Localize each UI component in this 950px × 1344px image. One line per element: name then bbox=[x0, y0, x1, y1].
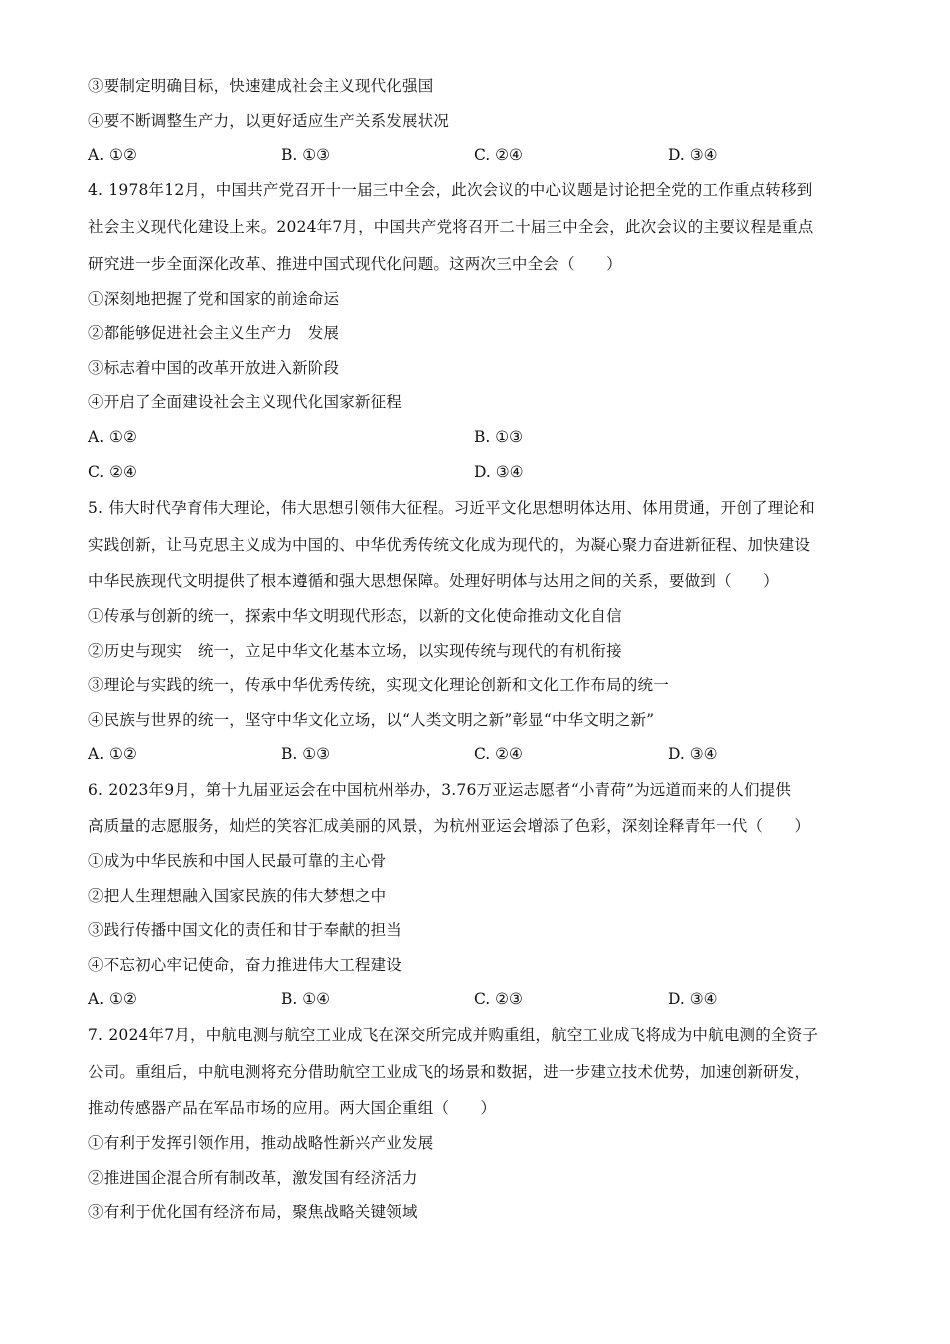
q5-statement-3: ③理论与实践的统一，传承中华优秀传统，实现文化理论创新和文化工作布局的统一 bbox=[88, 676, 669, 694]
q5-option-a: A. ①② bbox=[88, 745, 137, 763]
q4-stem-line-3: 研究进一步全面深化改革、推进中国式现代化问题。这两次三中全会（ ） bbox=[88, 255, 622, 273]
q5-stem-line-2: 实践创新，让马克思主义成为中国的、中华优秀传统文化成为现代的，为凝心聚力奋进新征程、加快建设 bbox=[88, 536, 811, 554]
q6-option-c: C. ②③ bbox=[474, 990, 523, 1008]
q6-option-d: D. ③④ bbox=[668, 990, 718, 1008]
q3-option-a: A. ①② bbox=[88, 146, 137, 164]
q7-stem-line-3: 推动传感器产品在军品市场的应用。两大国企重组（ ） bbox=[88, 1099, 497, 1117]
q5-option-c: C. ②④ bbox=[474, 745, 523, 763]
q5-option-b: B. ①③ bbox=[281, 745, 331, 763]
q3-option-b: B. ①③ bbox=[281, 146, 331, 164]
q3-statement-3: ③要制定明确目标，快速建成社会主义现代化强国 bbox=[88, 77, 434, 95]
q6-option-b: B. ①④ bbox=[281, 990, 331, 1008]
q6-statement-4: ④不忘初心牢记使命，奋力推进伟大工程建设 bbox=[88, 956, 403, 974]
q4-option-a: A. ①② bbox=[88, 428, 137, 446]
q5-statement-1: ①传承与创新的统一，探索中华文明现代形态，以新的文化使命推动文化自信 bbox=[88, 607, 622, 625]
q4-statement-2: ②都能够促进社会主义生产力 发展 bbox=[88, 324, 340, 342]
q6-option-a: A. ①② bbox=[88, 990, 137, 1008]
q3-statement-4: ④要不断调整生产力，以更好适应生产关系发展状况 bbox=[88, 112, 450, 130]
q7-stem-line-2: 公司。重组后，中航电测将充分借助航空工业成飞的场景和数据，进一步建立技术优势，加速创新研发， bbox=[88, 1063, 811, 1081]
q4-stem-line-2: 社会主义现代化建设上来。2024年7月，中国共产党将召开二十届三中全会，此次会议的主要议程是重点 bbox=[88, 218, 814, 236]
q3-option-c: C. ②④ bbox=[474, 146, 523, 164]
q5-stem-line-3: 中华民族现代文明提供了根本遵循和强大思想保障。处理好明体与达用之间的关系，要做到（ ） bbox=[88, 572, 779, 590]
q4-option-d: D. ③④ bbox=[474, 463, 524, 481]
q6-stem-line-1: 6. 2023年9月，第十九届亚运会在中国杭州举办，3.76万亚运志愿者“小青荷”为远道而来的人们提供 bbox=[88, 781, 792, 799]
q4-statement-3: ③标志着中国的改革开放进入新阶段 bbox=[88, 359, 340, 377]
q5-statement-2: ②历史与现实 统一，立足中华文化基本立场，以实现传统与现代的有机衔接 bbox=[88, 642, 622, 660]
q4-stem-line-1: 4. 1978年12月，中国共产党召开十一届三中全会，此次会议的中心议题是讨论把全党的工作重点转移到 bbox=[88, 181, 813, 199]
q6-stem-line-2: 高质量的志愿服务，灿烂的笑容汇成美丽的风景，为杭州亚运会增添了色彩，深刻诠释青年一代（ ） bbox=[88, 817, 811, 835]
q6-statement-1: ①成为中华民族和中国人民最可靠的主心骨 bbox=[88, 852, 387, 870]
q3-option-d: D. ③④ bbox=[668, 146, 718, 164]
q7-stem-line-1: 7. 2024年7月，中航电测与航空工业成飞在深交所完成并购重组，航空工业成飞将成为中航电测的全资子 bbox=[88, 1026, 819, 1044]
q4-option-b: B. ①③ bbox=[474, 428, 524, 446]
q7-statement-1: ①有利于发挥引领作用，推动战略性新兴产业发展 bbox=[88, 1134, 434, 1152]
q5-stem-line-1: 5. 伟大时代孕育伟大理论，伟大思想引领伟大征程。习近平文化思想明体达用、体用贯通，开创了理论和 bbox=[88, 499, 815, 517]
q4-statement-1: ①深刻地把握了党和国家的前途命运 bbox=[88, 290, 340, 308]
q6-statement-2: ②把人生理想融入国家民族的伟大梦想之中 bbox=[88, 887, 387, 905]
q6-statement-3: ③践行传播中国文化的责任和甘于奉献的担当 bbox=[88, 921, 403, 939]
q7-statement-3: ③有利于优化国有经济布局，聚焦战略关键领域 bbox=[88, 1203, 418, 1221]
q4-statement-4: ④开启了全面建设社会主义现代化国家新征程 bbox=[88, 393, 403, 411]
q5-statement-4: ④民族与世界的统一，坚守中华文化立场，以“人类文明之新”彰显“中华文明之新” bbox=[88, 711, 655, 729]
q7-statement-2: ②推进国企混合所有制改革，激发国有经济活力 bbox=[88, 1169, 418, 1187]
q5-option-d: D. ③④ bbox=[668, 745, 718, 763]
q4-option-c: C. ②④ bbox=[88, 463, 137, 481]
